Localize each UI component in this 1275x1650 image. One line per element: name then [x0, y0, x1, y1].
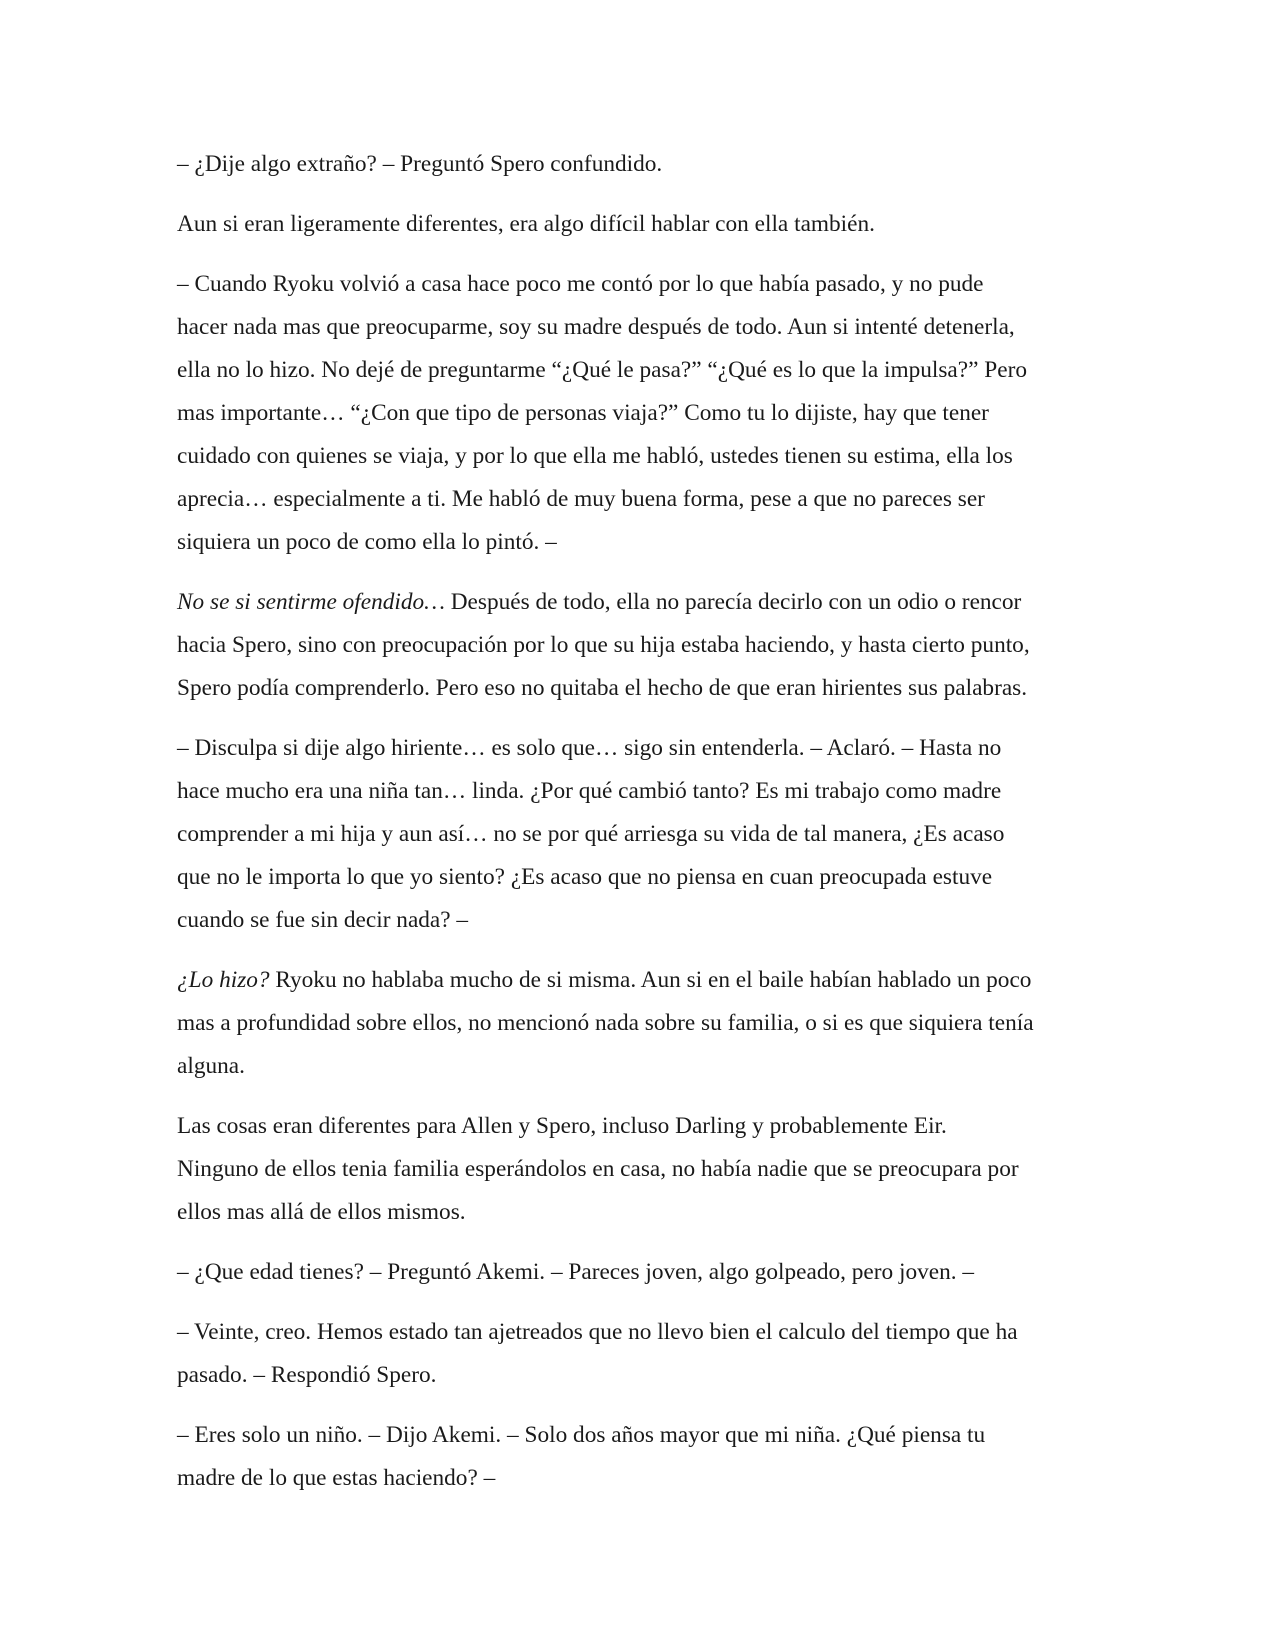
text-line	[177, 856, 1107, 899]
text-segment: Aun si eran ligeramente diferentes, era algo difícil hablar con ella también.	[177, 211, 875, 237]
paragraph	[177, 203, 1107, 246]
text-line	[177, 727, 1107, 770]
text-segment: ellos mas allá de ellos mismos.	[177, 1199, 466, 1225]
text-line	[177, 959, 1107, 1002]
text-segment: mas importante… “¿Con que tipo de personas viaja?” Como tu lo dijiste, hay que tener	[177, 400, 989, 426]
text-segment: comprender a mi hija y aun así… no se por qué arriesga su vida de tal manera, ¿Es acaso	[177, 821, 1005, 847]
text-line	[177, 435, 1107, 478]
text-line	[177, 143, 1107, 186]
text-line	[177, 306, 1107, 349]
paragraph	[177, 1414, 1107, 1500]
text-segment: hace mucho era una niña tan… linda. ¿Por qué cambió tanto? Es mi trabajo como madre	[177, 778, 1002, 804]
text-segment: – ¿Dije algo extraño? – Preguntó Spero confundido.	[177, 151, 663, 177]
text-segment: aprecia… especialmente a ti. Me habló de muy buena forma, pese a que no pareces ser	[177, 486, 985, 512]
text-line	[177, 1457, 1107, 1500]
text-line	[177, 770, 1107, 813]
text-line	[177, 1354, 1107, 1397]
text-line	[177, 521, 1107, 564]
text-line	[177, 624, 1107, 667]
text-line	[177, 349, 1107, 392]
text-segment: Spero podía comprenderlo. Pero eso no quitaba el hecho de que eran hirientes sus palabras.	[177, 675, 1028, 701]
text-segment: siquiera un poco de como ella lo pintó. –	[177, 529, 557, 555]
paragraph	[177, 263, 1107, 564]
text-segment: – ¿Que edad tienes? – Preguntó Akemi. – Pareces joven, algo golpeado, pero joven. –	[177, 1259, 975, 1285]
document-page	[177, 143, 1107, 1517]
paragraph	[177, 143, 1107, 186]
text-segment: ella no lo hizo. No dejé de preguntarme “¿Qué le pasa?” “¿Qué es lo que la impulsa?” Pero	[177, 357, 1027, 383]
italic-text: No se si sentirme ofendido…	[177, 589, 445, 615]
text-line	[177, 1105, 1107, 1148]
text-line	[177, 899, 1107, 942]
paragraph	[177, 1251, 1107, 1294]
text-line	[177, 1311, 1107, 1354]
text-segment: mas a profundidad sobre ellos, no mencionó nada sobre su familia, o si es que siquiera tenía	[177, 1010, 1034, 1036]
text-segment: hacer nada mas que preocuparme, soy su madre después de todo. Aun si intenté detenerla,	[177, 314, 1015, 340]
paragraph	[177, 959, 1107, 1088]
text-segment: – Eres solo un niño. – Dijo Akemi. – Solo dos años mayor que mi niña. ¿Qué piensa tu	[177, 1422, 986, 1448]
text-line	[177, 1045, 1107, 1088]
text-segment: Ryoku no hablaba mucho de si misma. Aun si en el baile habían hablado un poco	[269, 967, 1032, 993]
text-line	[177, 478, 1107, 521]
text-segment: Después de todo, ella no parecía decirlo con un odio o rencor	[444, 589, 1022, 615]
text-line	[177, 1002, 1107, 1045]
text-segment: cuidado con quienes se viaja, y por lo que ella me habló, ustedes tienen su estima, ella los	[177, 443, 1013, 469]
text-segment: alguna.	[177, 1053, 245, 1079]
text-line	[177, 667, 1107, 710]
text-segment: Las cosas eran diferentes para Allen y Spero, incluso Darling y probablemente Eir.	[177, 1113, 947, 1139]
text-line	[177, 392, 1107, 435]
text-segment: cuando se fue sin decir nada? –	[177, 907, 469, 933]
text-segment: – Veinte, creo. Hemos estado tan ajetreados que no llevo bien el calculo del tiempo que ha	[177, 1319, 1018, 1345]
text-segment: Ninguno de ellos tenia familia esperándolos en casa, no había nadie que se preocupara por	[177, 1156, 1019, 1182]
text-line	[177, 1251, 1107, 1294]
paragraph	[177, 1311, 1107, 1397]
text-segment: – Disculpa si dije algo hiriente… es solo que… sigo sin entenderla. – Aclaró. – Hasta no	[177, 735, 1002, 761]
text-line	[177, 203, 1107, 246]
text-segment: madre de lo que estas haciendo? –	[177, 1465, 496, 1491]
paragraph	[177, 1105, 1107, 1234]
text-line	[177, 1414, 1107, 1457]
text-line	[177, 1191, 1107, 1234]
text-line	[177, 1148, 1107, 1191]
text-line	[177, 813, 1107, 856]
text-line	[177, 263, 1107, 306]
italic-text: ¿Lo hizo?	[177, 967, 270, 993]
text-segment: – Cuando Ryoku volvió a casa hace poco me contó por lo que había pasado, y no pude	[177, 271, 984, 297]
text-segment: hacia Spero, sino con preocupación por lo que su hija estaba haciendo, y hasta cierto punto,	[177, 632, 1030, 658]
text-line	[177, 581, 1107, 624]
text-segment: pasado. – Respondió Spero.	[177, 1362, 437, 1388]
paragraph	[177, 581, 1107, 710]
text-segment: que no le importa lo que yo siento? ¿Es acaso que no piensa en cuan preocupada estuve	[177, 864, 993, 890]
paragraph	[177, 727, 1107, 942]
